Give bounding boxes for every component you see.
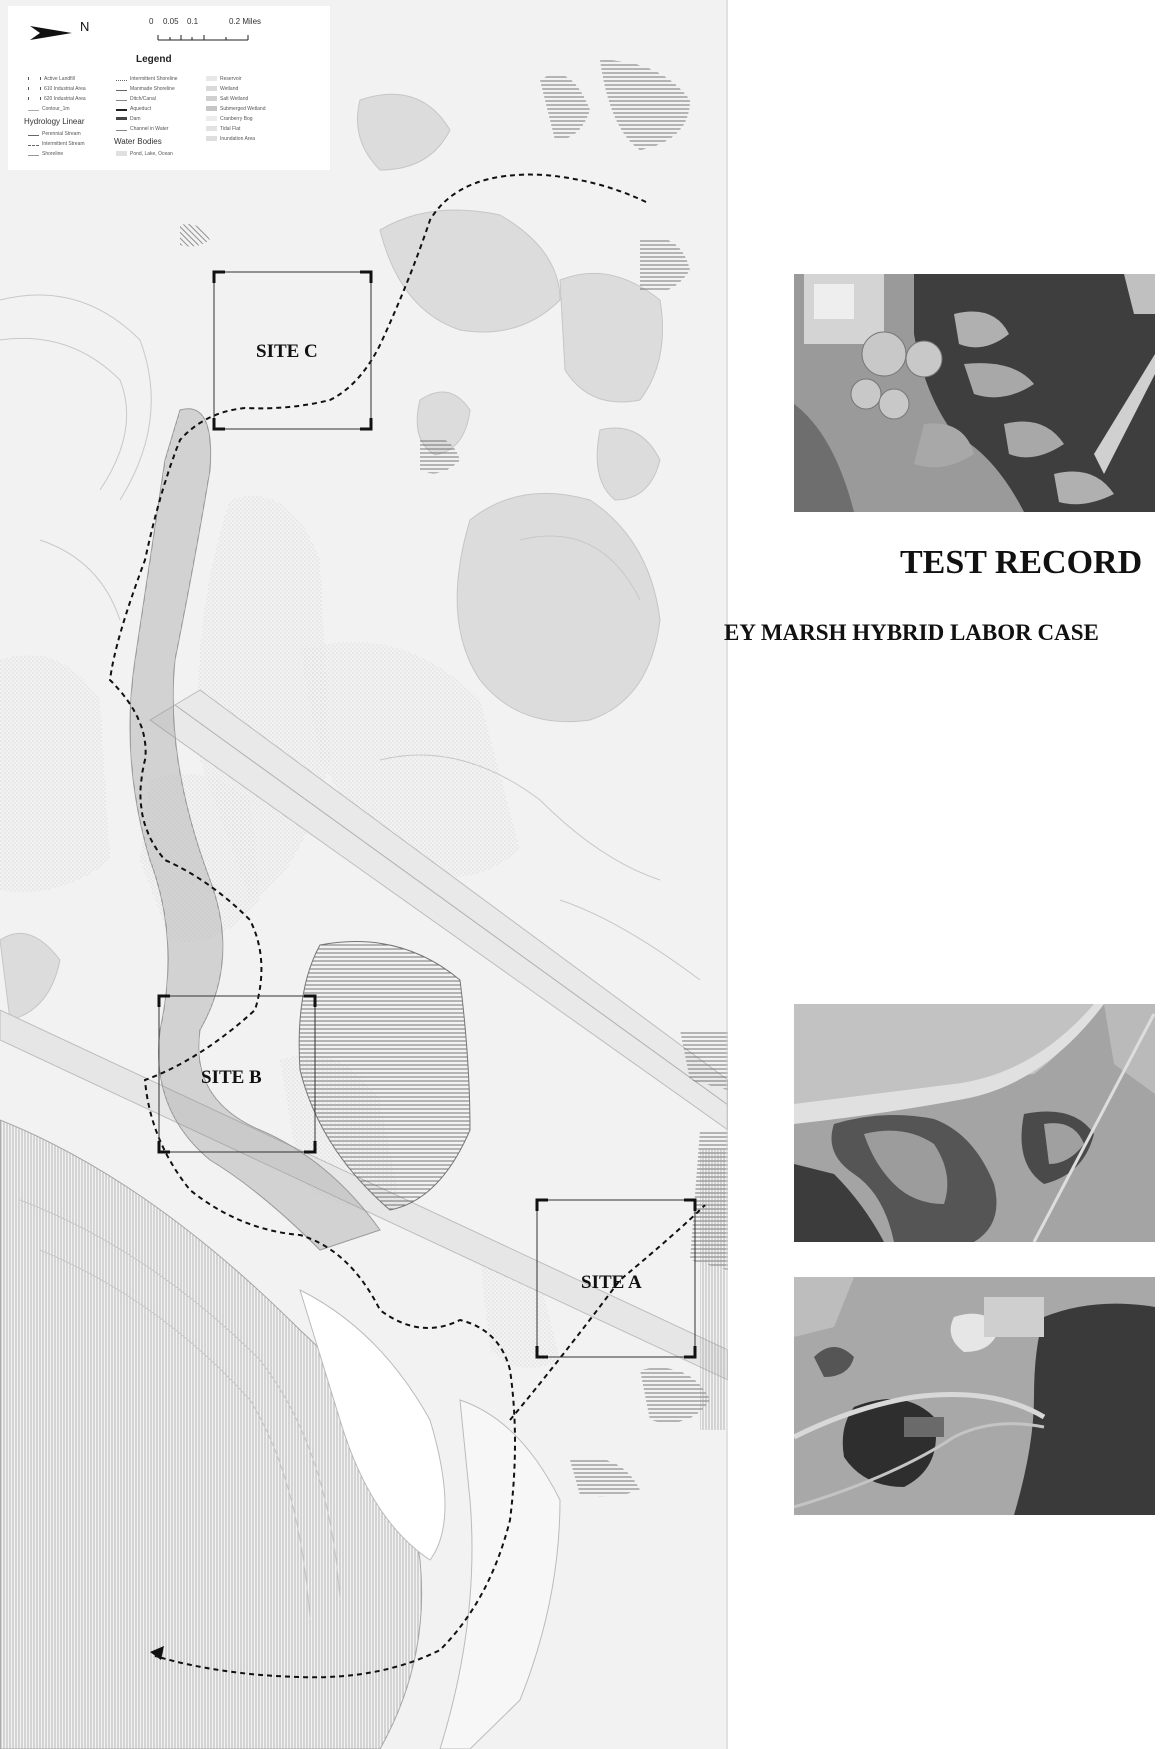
aerial-photo-site-a bbox=[794, 1277, 1155, 1515]
scale-bar-icon bbox=[152, 26, 282, 46]
legend-item: Channel in Water bbox=[116, 126, 168, 132]
legend-item: Shoreline bbox=[28, 151, 63, 157]
north-arrow-icon bbox=[28, 18, 88, 48]
legend-item: Intermittent Stream bbox=[28, 141, 85, 147]
hydrology-heading: Hydrology Linear bbox=[24, 117, 85, 126]
legend-item: Wetland bbox=[206, 86, 238, 92]
legend-title: Legend bbox=[136, 54, 172, 65]
north-label: N bbox=[80, 19, 90, 34]
legend-item: Active Landfill bbox=[28, 76, 75, 82]
scale-tick-3: 0.2 Miles bbox=[229, 17, 262, 26]
legend-item: Ditch/Canal bbox=[116, 96, 156, 102]
legend-item: Perennial Stream bbox=[28, 131, 81, 137]
page-subtitle: EY MARSH HYBRID LABOR CASE bbox=[724, 620, 1099, 645]
legend-item: Dam bbox=[116, 116, 141, 122]
aerial-photo-site-c bbox=[794, 274, 1155, 512]
legend-item: 620 Industrial Area bbox=[28, 96, 86, 102]
page-title: TEST RECORD bbox=[900, 544, 1143, 581]
legend-item: Reservoir bbox=[206, 76, 241, 82]
legend-item: Pond, Lake, Ocean bbox=[116, 151, 173, 157]
legend-item: Inundation Area bbox=[206, 136, 255, 142]
site-a-label: SITE A bbox=[581, 1272, 642, 1293]
site-b-label: SITE B bbox=[201, 1067, 262, 1088]
legend-item: Tidal Flat bbox=[206, 126, 240, 132]
site-c-label: SITE C bbox=[256, 341, 318, 362]
water-heading: Water Bodies bbox=[114, 137, 162, 146]
scale-tick-0: 0 bbox=[149, 17, 154, 26]
legend-item: Salt Wetland bbox=[206, 96, 248, 102]
scale-tick-2: 0.1 bbox=[187, 17, 199, 26]
scale-tick-1: 0.05 bbox=[163, 17, 179, 26]
legend-item: Contour_1m bbox=[28, 106, 70, 112]
legend-item: Submerged Wetland bbox=[206, 106, 266, 112]
legend-item: Manmade Shoreline bbox=[116, 86, 175, 92]
legend-item: Cranberry Bog bbox=[206, 116, 253, 122]
aerial-photo-site-b bbox=[794, 1004, 1155, 1242]
legend-item: 610 Industrial Area bbox=[28, 86, 86, 92]
legend-item: Intermittent Shoreline bbox=[116, 76, 178, 82]
legend-item: Aqueduct bbox=[116, 106, 151, 112]
